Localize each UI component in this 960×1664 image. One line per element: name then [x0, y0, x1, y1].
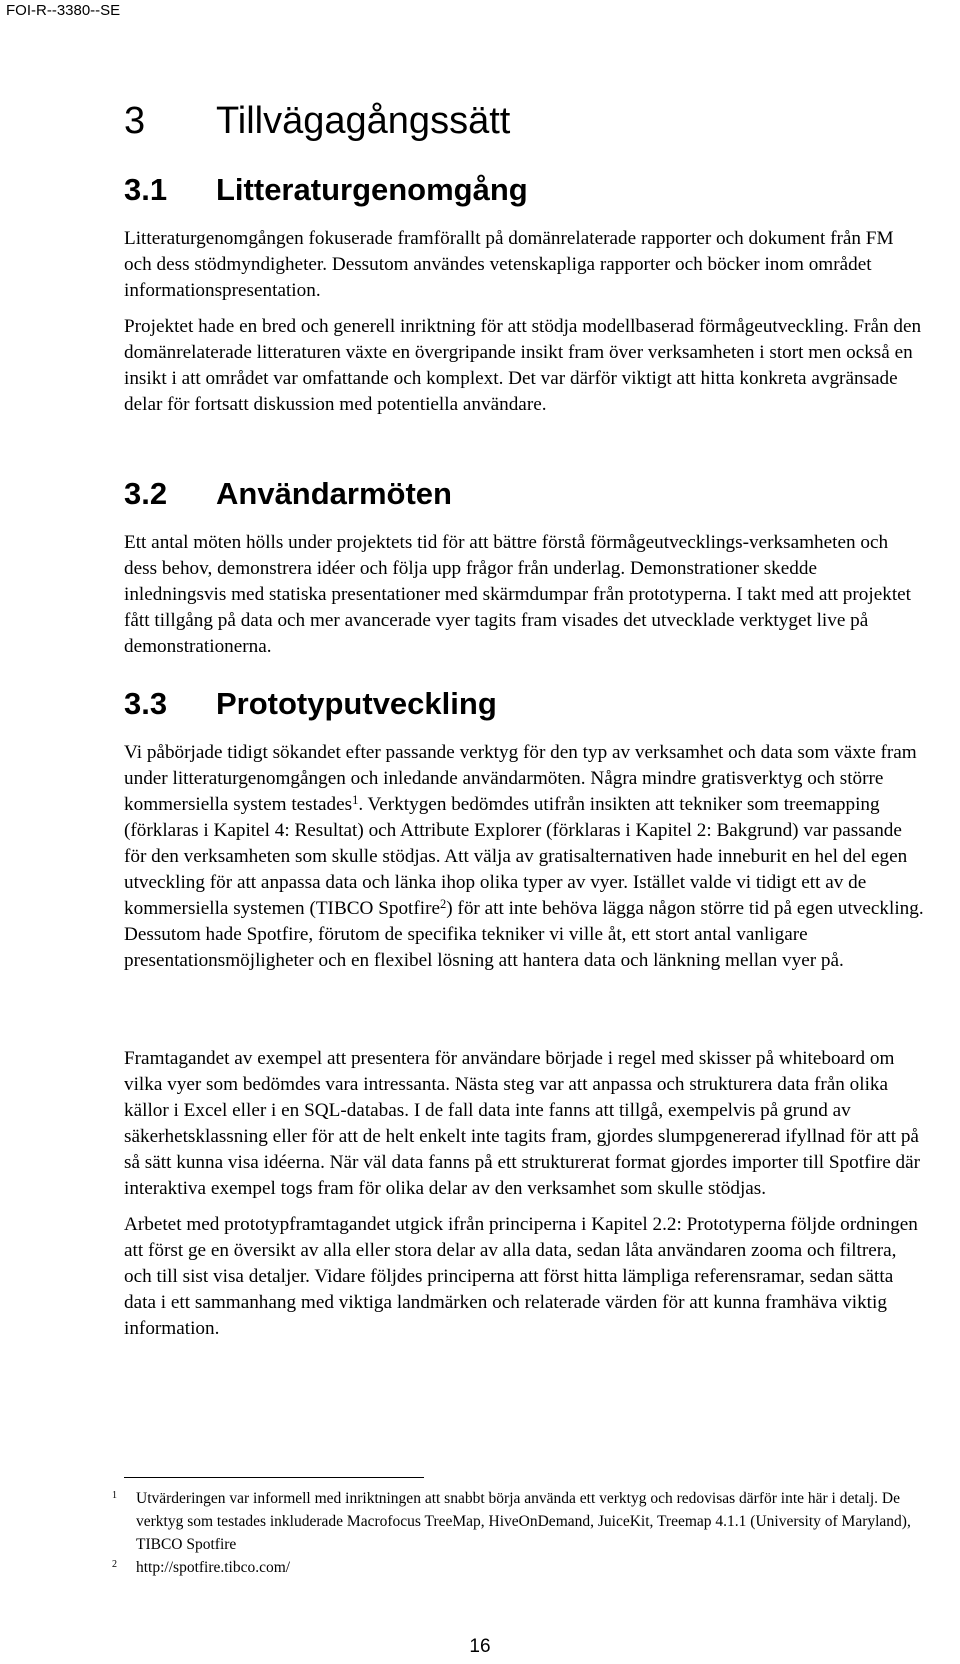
section-number: 3.1 — [124, 172, 168, 207]
chapter-title: Tillvägagångssätt — [216, 100, 511, 142]
report-id: FOI-R--3380--SE — [6, 2, 121, 19]
paragraph: Litteraturgenomgången fokuserade framförallt på domänrelaterade rapporter och dokument från FM och dess stödmyndigheter. Dessutom användes vetenskapliga rapporter och böcker inom området informationspresentation. — [124, 228, 894, 301]
paragraph-text: . Verktygen bedömdes utifrån insikten att tekniker som treemapping (förklaras i Kapitel 4: Resultat) och Attribute Explorer (förklaras i Kapitel 2: Bakgrund) var passande för den verksamheten som skulle stödjas. Att välja av gratisalternativen hade inneburit en hel del egen utveckling för att anpassa data och länka ihop olika typer av vyer. Istället valde vi tidigt ett av de kommersiella systemen (TIBCO Spotfire — [124, 794, 908, 919]
paragraph-text: Vi påbörjade tidigt sökandet efter passande verktyg för den typ av verksamhet och data som växte fram under litteraturgenomgången och inledande användarmöten. Några mindre gratisverktyg och större kommersiella system testades — [124, 742, 917, 815]
section-heading-3-2 — [124, 476, 452, 512]
paragraph-text: ) för att inte behöva lägga någon större tid på egen utveckling. Dessutom hade Spotfire, förutom de specifika tekniker vi ville åt, ett stort antal vanligare presentationsmöjligheter och en flexibel lösning att hantera data och länkning mellan vyer på. — [124, 898, 924, 971]
section-heading-3-1 — [124, 172, 528, 208]
footnote-separator — [124, 1477, 424, 1478]
section-title: Litteraturgenomgång — [216, 172, 528, 207]
footnote-text: Utvärderingen var informell med inriktningen att snabbt börja använda ett verktyg och redovisas därför inte här i detalj. De verktyg som testades inkluderade Macrofocus TreeMap, HiveOnDemand, JuiceKit, Treemap 4.1.1 (University of Maryland), TIBCO Spotfire — [136, 1490, 911, 1553]
footnote-ref[interactable]: 1 — [352, 793, 359, 808]
section-heading-3-3 — [124, 686, 497, 722]
paragraph: Projektet hade en bred och generell inriktning för att stödja modellbaserad förmågeutveckling. Från den domänrelaterade litteraturen växte en övergripande insikt fram över verksamheten i stort men också en insikt i att området var omfattande och komplext. Det var därför viktigt att hitta konkreta avgränsade delar för fortsatt diskussion med potentiella användare. — [124, 316, 922, 415]
paragraph: Framtagandet av exempel att presentera för användare började i regel med skisser på whiteboard om vilka vyer som bedömdes vara intressanta. Nästa steg var att anpassa och strukturera data från olika källor i Excel eller i en SQL-databas. I de fall data inte fanns att tillgå, exempelvis på grund av säkerhetsklassning eller för att de helt enkelt inte tagits fram, gjordes slumpgenererad ifyllnad för att på så sätt kunna visa idéerna. När väl data fanns på ett strukturerat format gjordes importer till Spotfire där interaktiva exempel togs fram för olika delar av den verksamhet som skulle stödjas. — [124, 1048, 921, 1199]
section-number: 3.2 — [124, 476, 168, 511]
chapter-heading — [124, 100, 510, 143]
footnote-1: $^1$ Utvärderingen var informell med inriktningen att snabbt börja använda ett verktyg och redovisas därför inte här i detalj. De verktyg som testades inkluderade Macrofocus TreeMap, HiveOnDemand, JuiceKit, Treemap 4.1.1 (University of Maryland), TIBCO Spotfire — [112, 1490, 911, 1553]
page-number: 16 — [469, 1636, 491, 1657]
footnote-2: $^2$ http://spotfire.tibco.com/ — [112, 1559, 291, 1576]
section-title: Användarmöten — [216, 476, 452, 511]
paragraph: Arbetet med prototypframtagandet utgick ifrån principerna i Kapitel 2.2: Prototyperna följde ordningen att först ge en översikt av alla eller stora delar av alla data, sedan låta användaren zooma och filtrera, och till sist visa detaljer. Vidare följdes principerna att först hitta lämpliga referensramar, sedan sätta data i ett sammanhang med viktiga landmärken och relaterade värden för att kunna framhäva viktig information. — [124, 1214, 918, 1339]
paragraph: Ett antal möten hölls under projektets tid för att bättre förstå förmågeutvecklings-verksamheten och dess behov, demonstrera idéer och följa upp frågor från underlag. Demonstrationer skedde inledningsvis med statiska presentationer med skärmdumpar från prototyperna. I takt med att projektet fått tillgång på data och mer avancerade vyer tagits fram visades det utvecklade verktyget live på demonstrationerna. — [124, 532, 911, 657]
chapter-number: 3 — [124, 100, 146, 142]
footnote-ref[interactable]: 2 — [440, 897, 447, 912]
section-title: Prototyputveckling — [216, 686, 497, 721]
section-number: 3.3 — [124, 686, 168, 721]
paragraph — [124, 740, 924, 974]
footnote-link[interactable]: http://spotfire.tibco.com/ — [136, 1559, 291, 1576]
